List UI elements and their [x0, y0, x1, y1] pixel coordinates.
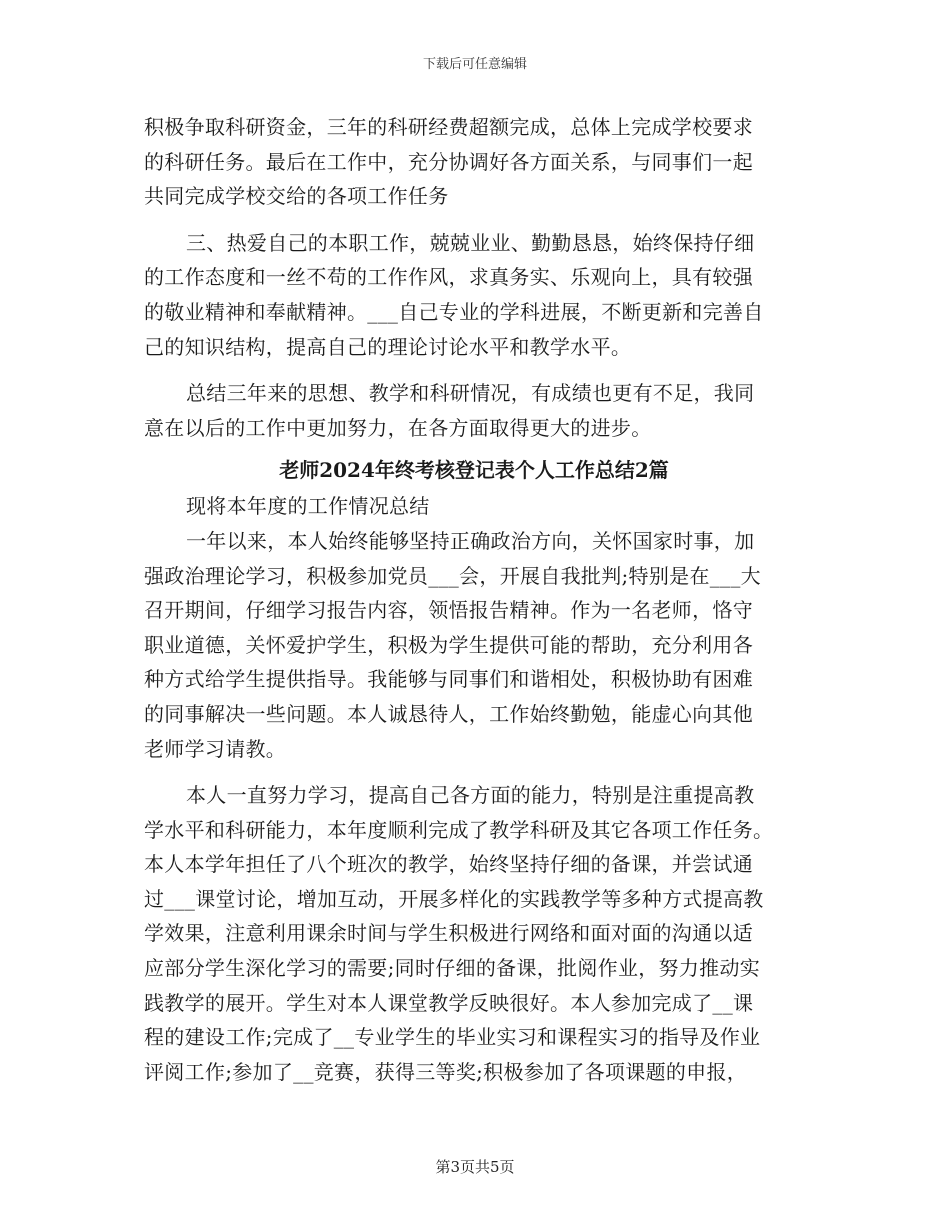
text-line: 共同完成学校交给的各项工作任务 — [144, 184, 449, 209]
text-line: 学水平和科研能力，本年度顺利完成了教学科研及其它各项工作任务。 — [144, 817, 774, 842]
text-line: 的同事解决一些问题。本人诚恳待人，工作始终勤勉，能虚心向其他 — [144, 701, 753, 726]
text-line: 程的建设工作;完成了__专业学生的毕业实习和课程实习的指导及作业 — [144, 1025, 761, 1050]
paragraph — [144, 110, 804, 214]
text-line: 己的知识结构，提高自己的理论讨论水平和教学水平。 — [144, 334, 632, 359]
text-line: 的敬业精神和奉献精神。___自己专业的学科进展，不断更新和完善自 — [144, 299, 764, 324]
text-line: 本人本学年担任了八个班次的教学，始终坚持仔细的备课，并尝试通 — [144, 852, 753, 877]
text-line: 评阅工作;参加了__竞赛，获得三等奖;积极参加了各项课题的申报， — [144, 1059, 748, 1084]
text-line: 一年以来，本人始终能够坚持正确政治方向，关怀国家时事，加 — [186, 528, 755, 553]
text-line: 意在以后的工作中更加努力，在各方面取得更大的进步。 — [144, 415, 652, 440]
text-line: 三、热爱自己的本职工作，兢兢业业、勤勤恳恳，始终保持仔细 — [186, 230, 755, 255]
section-title: 老师2024年终考核登记表个人工作总结2篇 — [279, 458, 669, 483]
paragraph — [144, 778, 804, 1089]
header-note: 下载后可任意编辑 — [422, 57, 527, 72]
text-line: 职业道德，关怀爱护学生，积极为学生提供可能的帮助，充分利用各 — [144, 632, 753, 657]
text-line: 老师学习请教。 — [144, 736, 287, 761]
paragraph — [144, 226, 804, 364]
paragraph — [144, 376, 804, 445]
text-line: 积极争取科研资金，三年的科研经费超额完成，总体上完成学校要求 — [144, 115, 753, 139]
text-line: 应部分学生深化学习的需要;同时仔细的备课，批阅作业，努力推动实 — [144, 956, 761, 981]
text-line: 践教学的展开。学生对本人课堂教学反映很好。本人参加完成了__课 — [144, 990, 754, 1015]
text-line: 召开期间，仔细学习报告内容，领悟报告精神。作为一名老师，恪守 — [144, 598, 753, 623]
text-line: 学效果，注意利用课余时间与学生积极进行网络和面对面的沟通以适 — [144, 921, 753, 946]
text-line: 过___课堂讨论，增加互动，开展多样化的实践教学等多种方式提高教 — [144, 886, 764, 911]
text-line: 种方式给学生提供指导。我能够与同事们和谐相处，积极协助有困难 — [144, 667, 753, 692]
paragraph — [144, 489, 804, 524]
document-body — [144, 110, 804, 1089]
text-line: 现将本年度的工作情况总结 — [186, 494, 430, 519]
text-line: 的工作态度和一丝不苟的工作作风，求真务实、乐观向上，具有较强 — [144, 265, 753, 290]
text-line: 的科研任务。最后在工作中，充分协调好各方面关系，与同事们一起 — [144, 149, 753, 174]
paragraph — [144, 524, 804, 766]
text-line: 本人一直努力学习，提高自己各方面的能力，特别是注重提高教 — [186, 783, 755, 808]
page-number: 第3页共5页 — [435, 1158, 515, 1176]
text-line: 总结三年来的思想、教学和科研情况，有成绩也更有不足，我同 — [186, 381, 755, 406]
text-line: 强政治理论学习，积极参加党员___会，开展自我批判;特别是在___大 — [144, 563, 761, 588]
